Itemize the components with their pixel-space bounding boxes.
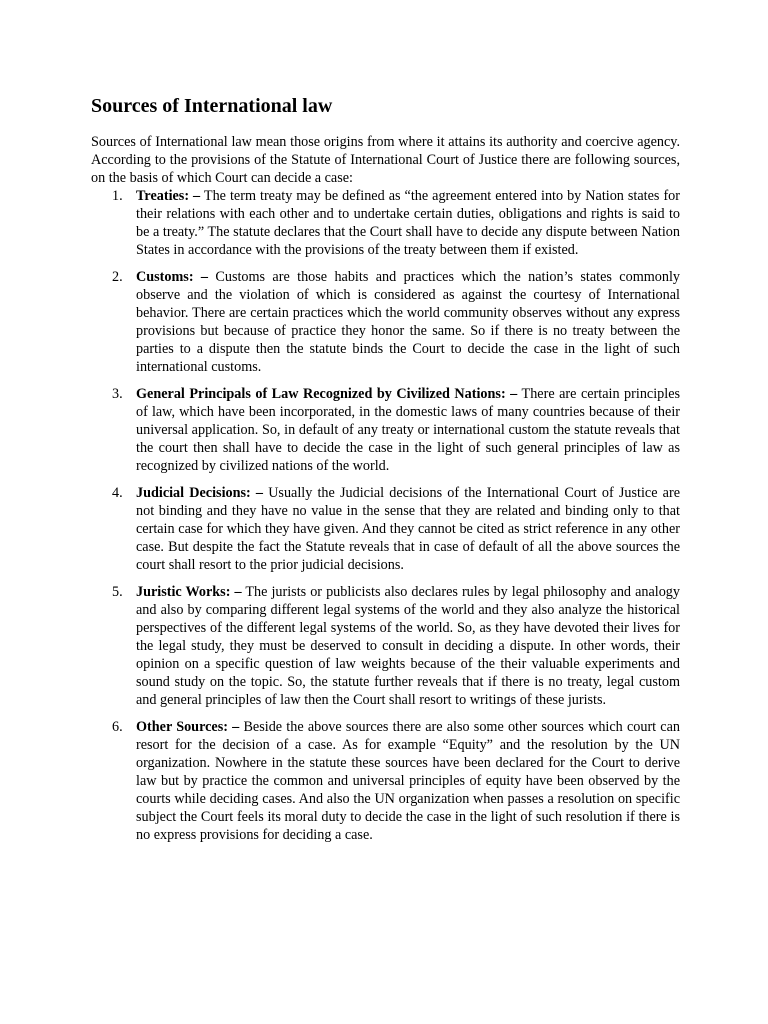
list-number: 3. (112, 386, 123, 402)
term-label: Juristic Works: – (136, 584, 242, 600)
sources-list (91, 187, 680, 844)
item-text: There are certain principles of law, which have been incorporated, in the domestic laws of many countries because of their universal application. So, in default of any treaty or international custom the statute reveals that the court then shall have to decide the case in the light of such general principles of law as recognized by civilized nations of the world. (136, 386, 681, 474)
list-item-general-principals (91, 385, 680, 475)
term-label: Judicial Decisions: – (136, 485, 264, 501)
item-text: Beside the above sources there are also some other sources which court can resort for the decision of a case. As for example “Equity” and the resolution by the UN organization. Nowhere in the statute these sources have been declared for the Court to derive law but by practice the common and universal principles of equity have been observed by the courts while deciding cases. And also the UN organization when passes a resolution on specific subject the Court feels its moral duty to decide the case in the light of such resolution if there is no express provisions for deciding a case. (136, 719, 680, 843)
term-label: Other Sources: – (136, 719, 240, 735)
item-text: Customs are those habits and practices which the nation’s states commonly observe and the violation of which is considered as against the courtesy of International behavior. There are certain practices which the world community observes without any express provisions but because of practice they honor the same. So if there is no treaty between the parties to a dispute then the statute binds the Court to decide the case in the light of such international customs. (136, 269, 680, 375)
item-text: The term treaty may be defined as “the agreement entered into by Nation states for their relations with each other and to undertake certain duties, obligations and rights is said to be a treaty.” The statute declares that the Court shall have to decide any dispute between Nation States in accordance with the provisions of the treaty between them if existed. (136, 188, 680, 258)
document-title: Sources of International law (91, 95, 333, 117)
list-item-customs (91, 268, 680, 376)
list-number: 5. (112, 584, 123, 600)
list-item-treaties (91, 187, 680, 259)
list-number: 6. (112, 719, 123, 735)
intro-paragraph: Sources of International law mean those origins from where it attains its authority and coercive agency. According to the provisions of the Statute of International Court of Justice there are following sources, on the basis of which Court can decide a case: (91, 134, 680, 186)
item-text: Usually the Judicial decisions of the International Court of Justice are not binding and they have no value in the sense that they are related and binding only to that certain case for which they have given. And they cannot be cited as strict reference in any other case. But despite the fact the Statute reveals that in case of default of all the above sources the court shall resort to the prior judicial decisions. (136, 485, 680, 573)
list-number: 4. (112, 485, 123, 501)
list-item-other-sources (91, 718, 680, 844)
list-item-juristic-works (91, 583, 680, 709)
term-label: Treaties: – (136, 188, 201, 204)
list-item-judicial-decisions (91, 484, 680, 574)
item-text: The jurists or publicists also declares rules by legal philosophy and analogy and also by comparing different legal systems of the world and they also analyze the historical perspectives of the different legal systems of the world. So, as they have devoted their lives for the legal study, they must be deserved to consult in deciding a dispute. In other words, their opinion on a specific question of law weights because of the their valuable experiments and sound study on the topic. So, the statute further reveals that if there is no treaty, legal custom and general principles of law then the Court shall resort to writings of these jurists. (136, 584, 680, 708)
list-number: 2. (112, 269, 123, 285)
term-label: Customs: – (136, 269, 209, 285)
list-number: 1. (112, 188, 123, 204)
term-label: General Principals of Law Recognized by Civilized Nations: – (136, 386, 518, 402)
